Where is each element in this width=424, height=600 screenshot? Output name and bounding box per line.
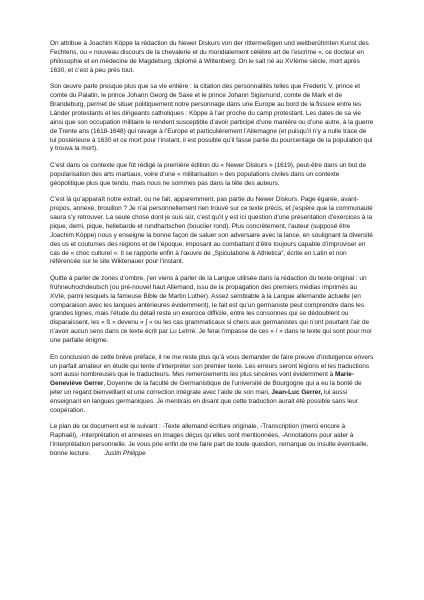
paragraph-context-diskurs: C’est dans ce contexte que fût rédigé la première édition du « Newer Diskurs » (1619), peut-être dans un but de popularisation des arts martiaux, voire d’une « militarisation » des populations civiles dans un contexte géopolitique plus que tendu, mais nous ne sommes pas dans la tête des auteurs. (50, 161, 367, 187)
paragraph-context-author: Son œuvre parle presque plus que sa vie entière : la citation des personnalités telles que Frederic V, prince et comte du Palatin, le prince Johann Georg de Saxe et le prince Johann Sigismund, comte de Mark et de Brandeburg, permet de situer politiquement notre personnage dans une Europe au bord de la fissure entre les Länder protestants et les dirigeants catholiques : Köppe à l’air proche du camp protestant. Les dates de sa vie ainsi que son occupation militaire le rendent susceptible d’avoir participé d’une manière ou d’une autre, à la guerre de Trente ans (1618-1648) qui ravage à l’Europe et particulièrement l’Allemagne (et puisqu’il n’y a nulle trace de lui postérieure à 1630 et ce mort pour l’instant, il est possible qu’il fasse partie du pourcentage de la population qui y trouva la mort). (50, 83, 374, 153)
signature: Justin Philippe (104, 450, 146, 458)
paragraph-conclusion (50, 354, 374, 416)
paragraph-language: Quitte à parler de zones d’ombre, j’en viens à parler de la Langue utilisée dans la rédaction du texte original : un frühneuhochdeutsch (ou pré-nouvel haut Allemand, issu de la propagation des premiers médias imprimés au XVIè, parmi lesquels la fameuse Bible de Martin Luther). Assez semblable à la Langue allemande actuelle (en comparaison avec les langues antérieures évidemment), le fait est qu’un germaniste peut comprendre dans les grandes lignes, mais l’étude du détail reste un exercice difficile, entre les consonnes qui se dédoublent ou disparaissent, les « ß » devenu « ∫ » ou les cas grammaticaux si chers aux germanistes qui n’ont pourtant l’air de n’avoir aucun sens dans ce texte écrit par Lu Letrré. Je ferai l’impasse de ces « / » dans le texte qui sont pour moi une parfaite énigme. (50, 274, 372, 345)
conclusion-text-1: En conclusion de cette brève préface, il ne me reste plus qu’à vous demander de faire preuve d’indulgence envers un parfait amateur en étude qui tente d’interpréter son premier texte. Les erreurs seront légions et les traductions sont aussi nombreuses que le traducteurs. Mes remerciements les plus sincères vont évidemment à (50, 353, 374, 379)
paragraph-intro: On attribue à Joachim Köppe la rédaction du Newer Diskurs von der rittermeßigen und weitberühmten Kunst des Fechtens, ou « nouveau discours de la chevalerie et du mondialement célèbre art de l’escrime », ce docteur en philosophie et en médecine de Magdeburg, diplomé à Wittenberg. On le sait né au XVIème siècle, mort après 1630, et c’est à peu près tout. (50, 40, 369, 74)
paragraph-plan (50, 423, 374, 459)
plan-text: Le plan de ce document est le suivant : -Texte allemand écriture originale, -Transcription (merci encore à Raphaël), -Interprétation et annexes en images déçus qu’elles sont mentionnées, -Annotations pour aider à l’interprétation personnelle. Je vous prie enfin de me faire part de toute question, remarque ou insulte éventuelle, bonne lecture. (50, 423, 369, 458)
conclusion-text-2: , Doyenne de la faculté de Germanistique de l’université de Bourgogne qui a eu la bonté de jeter un regard bienveillant et une correction intégrale avec l’aide de son mari, (50, 380, 362, 397)
thanks-name-2: Jean-Luc Gerrer, (271, 389, 323, 397)
paragraph-extract: C’est là qu’apparaît notre extrait, ou ne fait, apparemment, pas partie du Newer Diskurs. Page égarée, avant-propos, annexe, brouillon ? Je n’ai personnellement rien trouvé sur ce texte précis, et j’espère que la communauté saura s’y retrouver. La seule chose dont je suis sûr, c’est qu’il y est ici question d’une présentation d’exercices à la pique, demi, pique, hellebarde et rundhartschen (bouclier rond). Plus concrètement, l’auteur (supposé être Joachim Köppe) nous y enseigne la bonne façon de saluer son adversaire avec la lance, en soulignant la diversité des us et coutumes des régions et de l’époque, imposant au combattant d’être toujours capable d’improviser en cas de « choc culturel ». Il se rapporte enfin à l’œuvre de „Spiculatione & Athletica“, écrite en Latin et non référencée sur le site Wiktenauer pour l’instant. (50, 196, 373, 266)
conclusion-text-3: lui aussi enseignant en langues germaniques. Je mentirais en disant que cette traduction aurait été possible sans leur coopération. (50, 389, 358, 415)
thanks-name-1: Marie-Geneviève Gerrer (50, 371, 354, 388)
